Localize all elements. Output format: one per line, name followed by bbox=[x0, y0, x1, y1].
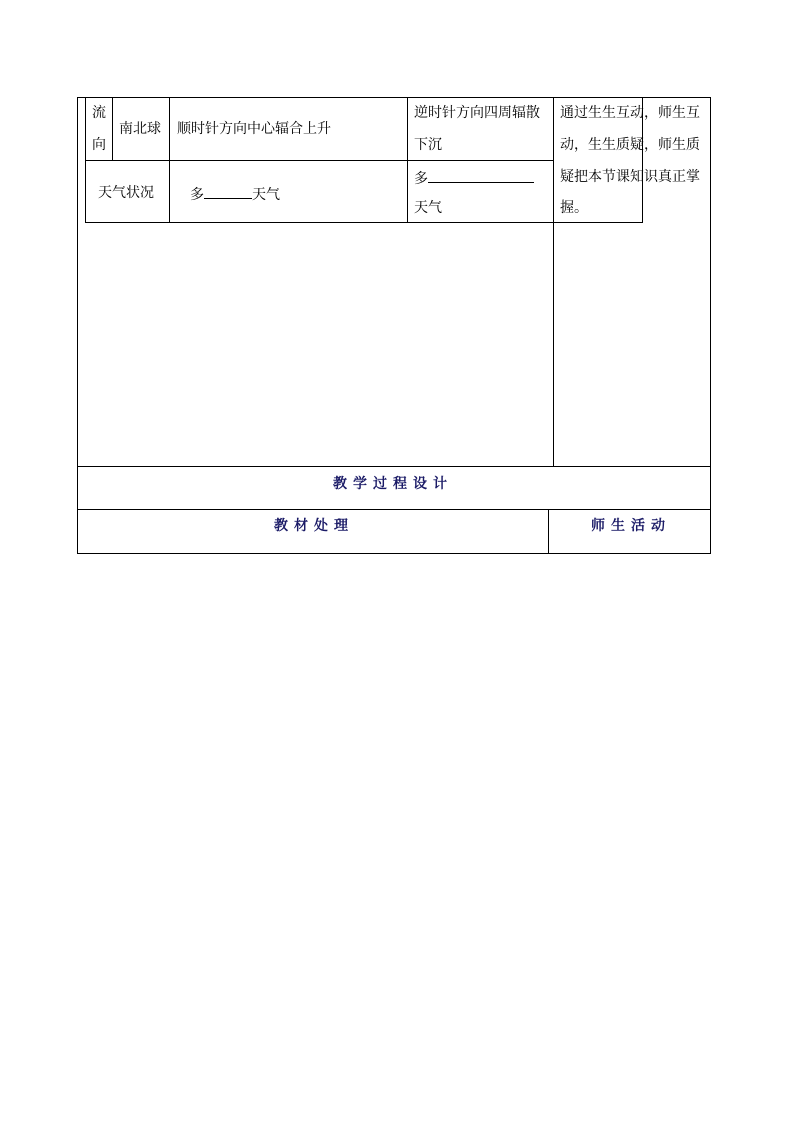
notes-line-4: 握。 bbox=[560, 200, 588, 216]
column-header-materials: 教材处理 bbox=[274, 518, 354, 534]
flow-label-char2: 向 bbox=[92, 137, 106, 153]
outer-left-border bbox=[77, 97, 78, 554]
notes-line-3: 疑把本节课知识真正掌 bbox=[560, 169, 700, 185]
cyclone-weather-cell bbox=[190, 185, 280, 203]
inner-bottom-border bbox=[85, 222, 643, 223]
section-title: 教学过程设计 bbox=[333, 476, 453, 492]
outer-top-border bbox=[77, 97, 711, 98]
anticyclone-weather-prefix: 多 bbox=[414, 171, 428, 187]
cyclone-weather-suffix: 天气 bbox=[252, 187, 280, 203]
hemisphere-label: 南北球 bbox=[119, 121, 161, 137]
column-header-activities: 师生活动 bbox=[591, 518, 671, 534]
inner-row-divider bbox=[85, 160, 553, 161]
notes-line-2: 动，生生质疑，师生质 bbox=[560, 137, 700, 153]
cyclone-weather-blank[interactable] bbox=[204, 185, 252, 199]
cyclone-flow-text: 顺时针方向中心辐合上升 bbox=[177, 121, 331, 137]
anticyclone-weather-blank[interactable] bbox=[428, 169, 534, 183]
notes-line-1: 通过生生互动，师生互 bbox=[560, 105, 700, 121]
outer-right-border bbox=[710, 97, 711, 554]
weather-label: 天气状况 bbox=[98, 185, 154, 201]
section-header-divider bbox=[548, 509, 549, 554]
cyclone-weather-prefix: 多 bbox=[190, 187, 204, 203]
flow-label-char1: 流 bbox=[92, 105, 106, 121]
section-title-top-border bbox=[77, 466, 711, 467]
outer-bottom-border bbox=[77, 553, 711, 554]
anticyclone-weather-suffix: 天气 bbox=[414, 200, 442, 216]
inner-label-divider bbox=[112, 97, 113, 160]
outer-column-divider bbox=[553, 97, 554, 466]
anticyclone-flow-line2: 下沉 bbox=[414, 137, 442, 153]
section-header-top-border bbox=[77, 509, 711, 510]
anticyclone-weather-line1 bbox=[414, 169, 534, 187]
anticyclone-flow-line1: 逆时针方向四周辐散 bbox=[414, 105, 540, 121]
